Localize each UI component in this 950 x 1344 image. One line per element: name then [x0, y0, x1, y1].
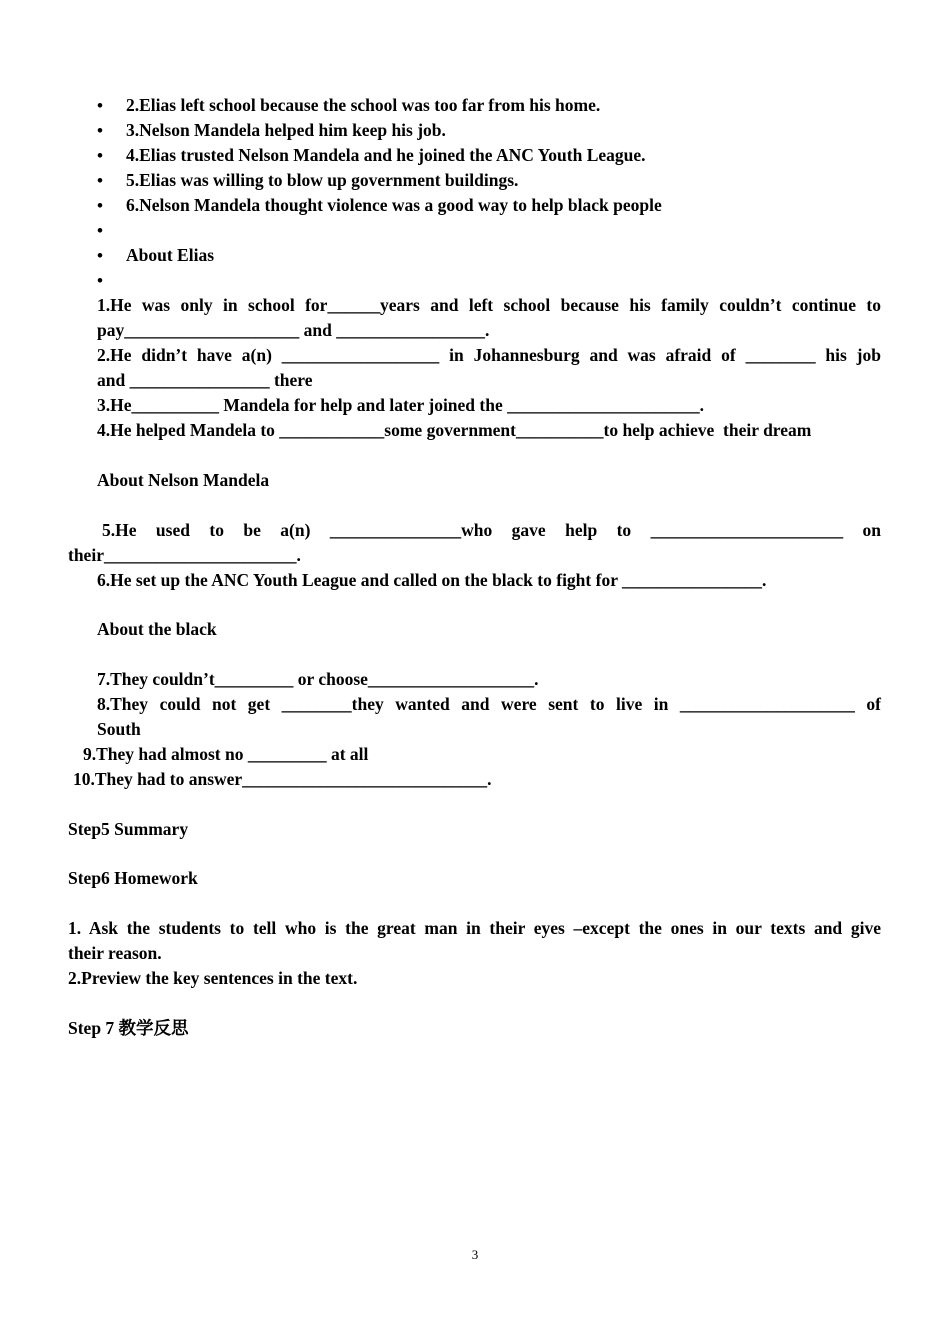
step6-heading: Step6 Homework: [68, 868, 198, 888]
bullet-icon: •: [97, 171, 103, 190]
question-5-line-1: 5.He used to be a(n) _______________who gave help to ______________________ on: [102, 520, 881, 540]
homework-1-line-1: 1. Ask the students to tell who is the great man in their eyes –except the ones in our texts and give: [68, 918, 881, 938]
question-2-line-1: 2.He didn’t have a(n) __________________ in Johannesburg and was afraid of ________ his job: [97, 345, 881, 365]
bullet-icon: •: [97, 146, 103, 165]
bullet-icon: •: [97, 196, 103, 215]
section-heading-elias: About Elias: [126, 245, 215, 265]
homework-1-line-2: their reason.: [68, 943, 162, 963]
question-7: 7.They couldn’t_________ or choose___________________.: [97, 669, 539, 689]
step5-heading: Step5 Summary: [68, 819, 189, 839]
bullet-item: 2.Elias left school because the school was too far from his home.: [126, 95, 601, 115]
question-1-line-2: pay____________________ and _________________.: [97, 320, 490, 340]
section-heading-mandela: About Nelson Mandela: [97, 470, 270, 490]
bullet-item: 5.Elias was willing to blow up government buildings.: [126, 170, 519, 190]
question-5-line-2: their______________________.: [68, 545, 301, 565]
bullet-item: 6.Nelson Mandela thought violence was a good way to help black people: [126, 195, 662, 215]
page-number: 3: [471, 1247, 479, 1262]
question-8-line-1: 8.They could not get ________they wanted and were sent to live in ____________________ of: [97, 694, 881, 714]
question-2-line-2: and ________________ there: [97, 370, 313, 390]
step7-heading: Step 7 教学反思: [68, 1018, 189, 1038]
bullet-item: 4.Elias trusted Nelson Mandela and he joined the ANC Youth League.: [126, 145, 646, 165]
question-1-line-1: 1.He was only in school for______years and left school because his family couldn’t continue to: [97, 295, 881, 315]
question-4: 4.He helped Mandela to ____________some government__________to help achieve their dream: [97, 420, 812, 440]
bullet-icon: •: [97, 221, 103, 240]
homework-2: 2.Preview the key sentences in the text.: [68, 968, 358, 988]
bullet-icon: •: [97, 96, 103, 115]
bullet-icon: •: [97, 121, 103, 140]
question-9: 9.They had almost no _________ at all: [83, 744, 369, 764]
bullet-icon: •: [97, 271, 103, 290]
question-3: 3.He__________ Mandela for help and later joined the ______________________.: [97, 395, 704, 415]
question-6: 6.He set up the ANC Youth League and called on the black to fight for ________________.: [97, 570, 767, 590]
bullet-icon: •: [97, 246, 103, 265]
bullet-item: 3.Nelson Mandela helped him keep his job.: [126, 120, 446, 140]
question-8-line-2: South: [97, 719, 141, 739]
section-heading-black: About the black: [97, 619, 217, 639]
question-10: 10.They had to answer____________________________.: [73, 769, 492, 789]
